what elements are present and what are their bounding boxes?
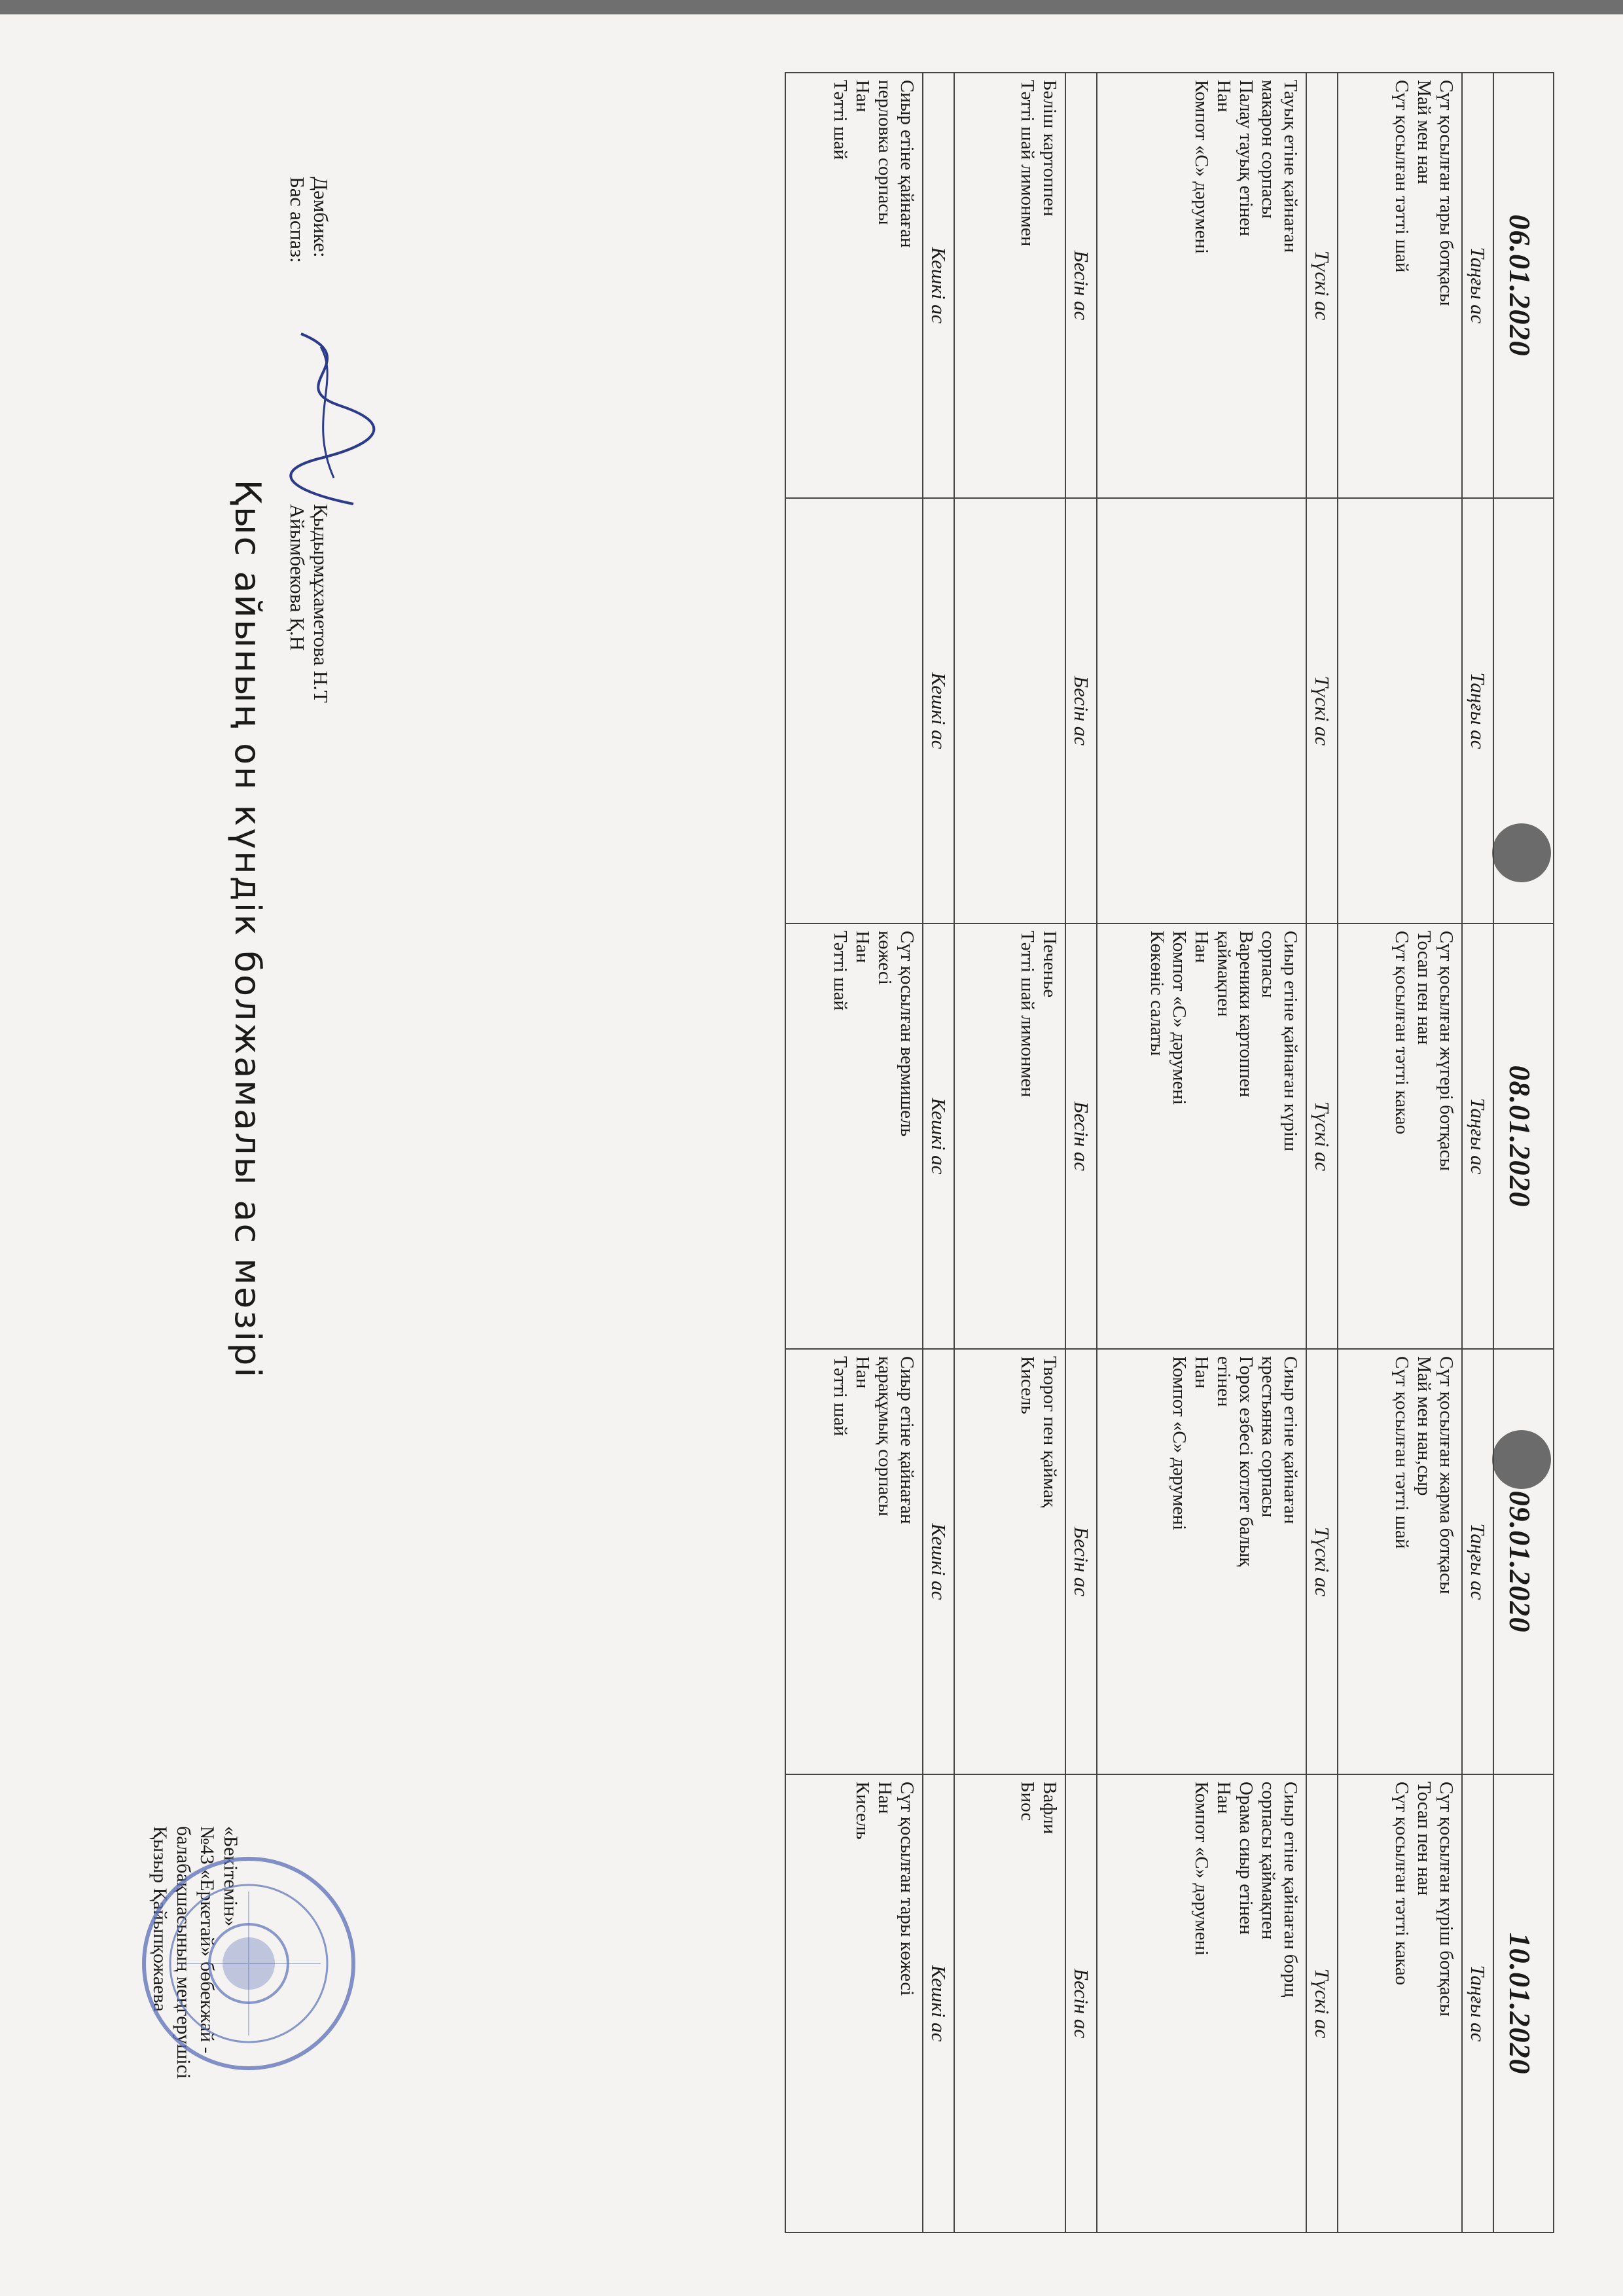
page-title: Қыс айының он күндік болжамалы ас мәзірі [227, 479, 268, 1380]
menu-items-cell [1338, 1774, 1462, 2233]
meal-label: Түскі ас [1306, 1349, 1338, 1774]
menu-item: Сүт қосылған тәтті какао [1391, 1782, 1412, 1986]
menu-items-cell [1097, 73, 1306, 498]
menu-item: Сүт қосылған вермишель [897, 931, 918, 1137]
menu-item: сорпасы [1258, 931, 1279, 998]
approval-line: №43 «Еркетай» бөбекжай - [196, 1826, 218, 2054]
meal-label: Түскі ас [1306, 498, 1338, 924]
meal-label: Кешкі ас [923, 1349, 954, 1774]
menu-item: Май мен нан [1414, 80, 1435, 185]
menu-items-cell [1097, 1774, 1306, 2233]
menu-item: Нан [874, 1782, 895, 1814]
menu-item: қарақұмық сорпасы [874, 1356, 895, 1516]
menu-items-cell [1097, 924, 1306, 1349]
menu-items-cell [954, 73, 1065, 498]
meal-label: Бесін ас [1065, 73, 1097, 498]
menu-item: Кисель [852, 1782, 873, 1840]
meal-label: Бесін ас [1065, 924, 1097, 1349]
menu-items-cell [954, 1349, 1065, 1774]
signature-role: Дәмбике: [310, 177, 332, 258]
meal-label: Түскі ас [1306, 924, 1338, 1349]
meal-label: Бесін ас [1065, 1349, 1097, 1774]
meal-label: Бесін ас [1065, 498, 1097, 924]
menu-item: Творог пен қаймақ [1039, 1356, 1060, 1508]
menu-item: Көкөніс салаты [1147, 931, 1168, 1056]
menu-item: Тосап пен нан [1414, 931, 1435, 1045]
meal-label: Кешкі ас [923, 73, 954, 498]
menu-item: қаймақпен [1213, 931, 1234, 1017]
menu-item: Нан [852, 80, 873, 113]
meal-label: Таңғы ас [1462, 924, 1493, 1349]
menu-item: Горох езбесі котлет балық [1236, 1356, 1257, 1567]
menu-item: Тауық етіне қайнаған [1280, 80, 1301, 253]
menu-items-cell [1338, 924, 1462, 1349]
menu-items-cell [1097, 498, 1306, 924]
menu-item: Сүт қосылған тары көжесі [897, 1782, 918, 1996]
menu-items-cell [954, 924, 1065, 1349]
menu-item: Сиыр етіне қайнаған күріш [1280, 931, 1301, 1152]
menu-item: Сиыр етіне қайнаған борщ [1280, 1782, 1301, 1998]
menu-item: Печенье [1039, 931, 1060, 998]
menu-item: Сүт қосылған тары ботқасы [1436, 80, 1457, 306]
menu-item: Сүт қосылған тәтті какао [1391, 931, 1412, 1135]
menu-item: Орама сиыр етінен [1236, 1782, 1257, 1935]
signature-name: Айымбекова Қ.Н [286, 504, 309, 651]
menu-item: етінен [1213, 1356, 1234, 1407]
menu-item: Нан [852, 931, 873, 963]
menu-item: Нан [1213, 1782, 1234, 1814]
meal-header-row [1065, 73, 1097, 2233]
meal-label: Таңғы ас [1462, 73, 1493, 498]
menu-item: Сүт қосылған тәтті шай [1391, 80, 1412, 273]
approval-line: Қызыр Қайыпқожаева [149, 1826, 171, 2012]
meal-label: Бесін ас [1065, 1774, 1097, 2233]
menu-items-cell [785, 1349, 923, 1774]
menu-item: Тосап пен нан [1414, 1782, 1435, 1896]
menu-items-cell [785, 1774, 923, 2233]
menu-item: Сүт қосылған жарма ботқасы [1436, 1356, 1457, 1594]
menu-item: Компот «С» дәрумені [1169, 1356, 1190, 1531]
meal-label: Таңғы ас [1462, 498, 1493, 924]
signature-role: Бас аспаз: [286, 177, 309, 263]
menu-item: Нан [1213, 80, 1234, 113]
menu-item: крестьянка сорпасы [1258, 1356, 1279, 1518]
date-cell: 09.01.2020 [1493, 1349, 1554, 1774]
menu-item: Нан [852, 1356, 873, 1389]
menu-item: Сүт қосылған тәтті шай [1391, 1356, 1412, 1549]
menu-item: перловка сорпасы [874, 80, 895, 225]
menu-item: Компот «С» дәрумені [1191, 80, 1212, 255]
meal-items-row [785, 73, 923, 2233]
date-cell: 08.01.2020 [1493, 924, 1554, 1349]
menu-items-cell [954, 1774, 1065, 2233]
meal-header-row [923, 73, 954, 2233]
meal-label: Түскі ас [1306, 1774, 1338, 2233]
menu-item: Сиыр етіне қайнаған [897, 80, 918, 248]
menu-item: Вареники картоппен [1236, 931, 1257, 1098]
menu-item: көжесі [874, 931, 895, 985]
menu-item: Сүт қосылған жүгері ботқасы [1436, 931, 1457, 1172]
handwritten-signature [275, 321, 380, 517]
date-cell: 10.01.2020 [1493, 1774, 1554, 2233]
meal-items-row [1338, 73, 1462, 2233]
menu-item: сорпасы қаймақпен [1258, 1782, 1279, 1940]
menu-item: Компот «С» дәрумені [1191, 1782, 1212, 1956]
meal-items-row [1097, 73, 1306, 2233]
menu-item: Тәтті шай [830, 1356, 851, 1436]
meal-items-row [954, 73, 1065, 2233]
menu-items-cell [1338, 1349, 1462, 1774]
signature-name: Қыдырмұхаметова Н.Т [310, 504, 332, 703]
menu-items-cell [785, 924, 923, 1349]
menu-item: Нан [1191, 1356, 1212, 1389]
meal-header-row [1306, 73, 1338, 2233]
menu-item: Нан [1191, 931, 1212, 963]
menu-items-cell [954, 498, 1065, 924]
official-seal-stamp [137, 1852, 360, 2075]
menu-item: Сиыр етіне қайнаған [1280, 1356, 1301, 1524]
menu-items-cell [1097, 1349, 1306, 1774]
menu-item: Тәтті шай лимонмен [1017, 931, 1038, 1098]
approval-line: «Бекітемін» [220, 1826, 241, 1927]
menu-item: Тәтті шай [830, 931, 851, 1011]
menu-item: Сүт қосылған күріш ботқасы [1436, 1782, 1457, 2017]
menu-items-cell [785, 73, 923, 498]
menu-item: Тәтті шай [830, 80, 851, 160]
menu-item: Компот «С» дәрумені [1169, 931, 1190, 1105]
menu-item: макарон сорпасы [1258, 80, 1279, 219]
date-cell: 06.01.2020 [1493, 73, 1554, 498]
menu-item: Сиыр етіне қайнаған [897, 1356, 918, 1524]
menu-item: Биос [1017, 1782, 1038, 1821]
meal-header-row [1462, 73, 1493, 2233]
dates-row [1493, 73, 1554, 2233]
menu-items-cell [1338, 73, 1462, 498]
date-cell [1493, 498, 1554, 924]
meal-label: Таңғы ас [1462, 1774, 1493, 2233]
menu-item: Май мен нан,сыр [1414, 1356, 1435, 1496]
menu-table [785, 72, 1554, 2233]
menu-item: Тәтті шай лимонмен [1017, 80, 1038, 247]
menu-item: Вафли [1039, 1782, 1060, 1835]
meal-label: Кешкі ас [923, 924, 954, 1349]
menu-items-cell [785, 498, 923, 924]
approval-line: балабақшасының меңгерушісі [173, 1826, 194, 2079]
meal-label: Таңғы ас [1462, 1349, 1493, 1774]
menu-items-cell [1338, 498, 1462, 924]
meal-label: Кешкі ас [923, 1774, 954, 2233]
menu-item: Кисель [1017, 1356, 1038, 1414]
meal-label: Түскі ас [1306, 73, 1338, 498]
menu-item: Палау тауық етінен [1236, 80, 1257, 236]
meal-label: Кешкі ас [923, 498, 954, 924]
menu-item: Бәліш картоппен [1039, 80, 1060, 217]
